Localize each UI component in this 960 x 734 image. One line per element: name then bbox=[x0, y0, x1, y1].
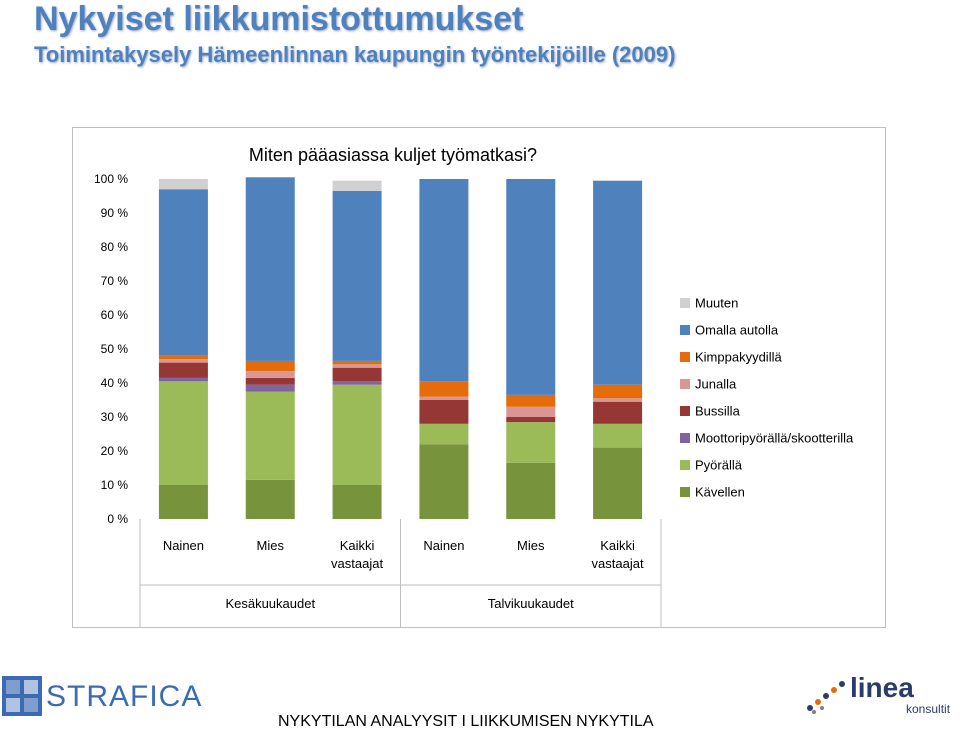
bar-segment bbox=[159, 189, 208, 356]
chart-frame bbox=[72, 127, 886, 628]
slide-subtitle: Toimintakysely Hämeenlinnan kaupungin työntekijöille (2009) bbox=[34, 42, 676, 67]
bar-segment bbox=[506, 422, 555, 463]
linea-logo-text: linea bbox=[850, 672, 914, 703]
legend-label: Omalla autolla bbox=[695, 322, 779, 338]
linea-logo-icon bbox=[800, 668, 848, 718]
bar-segment bbox=[419, 424, 468, 444]
x-tick-label: Kaikki bbox=[600, 538, 635, 553]
y-tick-label: 0 % bbox=[107, 512, 128, 526]
legend-label: Junalla bbox=[695, 376, 737, 392]
bar-segment bbox=[419, 381, 468, 396]
bar-segment bbox=[333, 181, 382, 191]
y-tick-label: 40 % bbox=[100, 376, 128, 390]
bar-segment bbox=[333, 361, 382, 364]
bar-segment bbox=[506, 407, 555, 417]
bar-segment bbox=[506, 463, 555, 519]
legend-swatch bbox=[680, 433, 690, 443]
y-tick-label: 70 % bbox=[100, 274, 128, 288]
bar-segment bbox=[333, 191, 382, 361]
legend-label: Muuten bbox=[695, 295, 739, 311]
bar-segment bbox=[159, 179, 208, 189]
legend-swatch bbox=[680, 298, 690, 308]
bar-segment bbox=[419, 179, 468, 381]
bar-segment bbox=[246, 392, 295, 480]
legend-swatch bbox=[680, 325, 690, 335]
legend-label: Bussilla bbox=[695, 403, 740, 419]
bar-segment bbox=[419, 400, 468, 424]
legend-swatch bbox=[680, 379, 690, 389]
y-tick-label: 100 % bbox=[93, 172, 128, 186]
y-tick-label: 50 % bbox=[100, 342, 128, 356]
bar-segment bbox=[246, 177, 295, 361]
y-tick-label: 60 % bbox=[100, 308, 128, 322]
bar-segment bbox=[419, 444, 468, 519]
x-tick-label: Mies bbox=[256, 538, 284, 553]
x-axis bbox=[140, 519, 661, 627]
x-tick-label: Mies bbox=[517, 538, 545, 553]
bar-segment bbox=[246, 480, 295, 519]
bar-segment bbox=[159, 363, 208, 378]
bar-segment bbox=[159, 381, 208, 485]
y-tick-label: 10 % bbox=[100, 478, 128, 492]
legend-label: Kävellen bbox=[695, 484, 745, 500]
legend-swatch bbox=[680, 487, 690, 497]
legend-swatch bbox=[680, 352, 690, 362]
bar-segment bbox=[506, 179, 555, 395]
bar-segment bbox=[419, 397, 468, 400]
group-label: Talvikuukaudet bbox=[487, 596, 574, 611]
x-tick-label: vastaajat bbox=[591, 556, 644, 571]
legend-swatch bbox=[680, 460, 690, 470]
strafica-logo-text: STRAFICA bbox=[46, 680, 203, 713]
y-axis bbox=[94, 172, 128, 526]
bar-segment bbox=[506, 417, 555, 422]
bar-segment bbox=[246, 385, 295, 392]
bar-segment bbox=[593, 402, 642, 424]
legend-label: Kimppakyydillä bbox=[695, 349, 782, 365]
y-tick-label: 20 % bbox=[100, 444, 128, 458]
bar-segment bbox=[506, 395, 555, 407]
x-tick-label: vastaajat bbox=[331, 556, 384, 571]
group-label: Kesäkuukaudet bbox=[225, 596, 316, 611]
stacked-bar-chart bbox=[73, 128, 885, 627]
bar-segment bbox=[593, 181, 642, 385]
y-tick-label: 80 % bbox=[100, 240, 128, 254]
bar-segment bbox=[246, 371, 295, 378]
bar-segment bbox=[333, 364, 382, 367]
x-tick-label: Kaikki bbox=[339, 538, 375, 553]
legend-label: Moottoripyörällä/skootterilla bbox=[695, 430, 854, 446]
linea-logo-subtext: konsultit bbox=[906, 702, 951, 716]
bar-segment bbox=[246, 361, 295, 371]
legend bbox=[680, 296, 854, 500]
legend-swatch bbox=[680, 406, 690, 416]
bar-segment bbox=[593, 424, 642, 448]
bar-segment bbox=[593, 385, 642, 399]
bar-segment bbox=[333, 381, 382, 384]
bars bbox=[159, 177, 642, 519]
y-tick-label: 30 % bbox=[100, 410, 128, 424]
x-tick-label: Nainen bbox=[162, 538, 205, 553]
bar-segment bbox=[333, 385, 382, 485]
bar-segment bbox=[593, 448, 642, 519]
bar-segment bbox=[333, 368, 382, 382]
bar-segment bbox=[159, 378, 208, 381]
y-tick-label: 90 % bbox=[100, 206, 128, 220]
strafica-logo-icon bbox=[2, 676, 42, 716]
x-tick-label: Nainen bbox=[423, 538, 465, 553]
bar-segment bbox=[159, 356, 208, 359]
chart-title: Miten pääasiassa kuljet työmatkasi? bbox=[248, 145, 538, 165]
footer-text: NYKYTILAN ANALYYSIT I LIIKKUMISEN NYKYTILA bbox=[278, 713, 654, 730]
legend-label: Pyörällä bbox=[695, 457, 742, 473]
bar-segment bbox=[593, 398, 642, 401]
bar-segment bbox=[246, 378, 295, 385]
bar-segment bbox=[159, 485, 208, 519]
bar-segment bbox=[333, 485, 382, 519]
bar-segment bbox=[159, 359, 208, 362]
slide-title: Nykyiset liikkumistottumukset bbox=[34, 0, 524, 38]
